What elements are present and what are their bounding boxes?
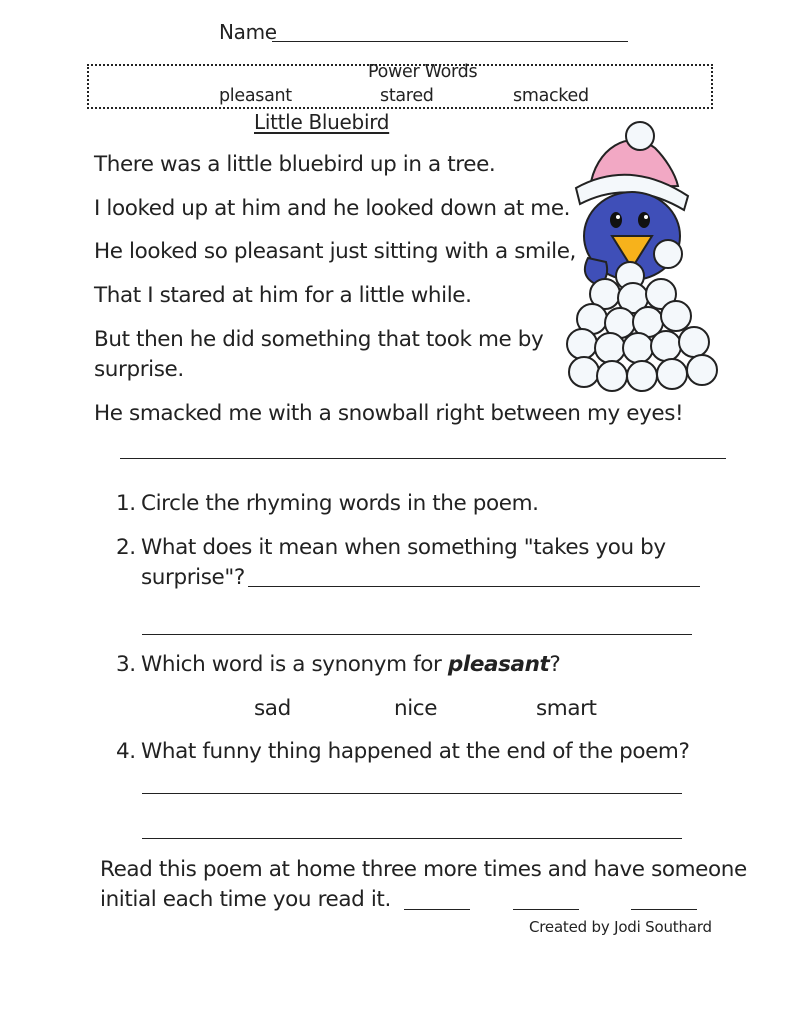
section-divider: [120, 458, 726, 459]
initial-blank-2[interactable]: [513, 909, 579, 910]
poem-line: surprise.: [94, 357, 184, 382]
question-3-emphasis: pleasant: [447, 652, 550, 677]
choice-sad[interactable]: sad: [254, 696, 291, 721]
credit-text: Created by Jodi Southard: [529, 918, 712, 936]
poem-title: Little Bluebird: [254, 110, 390, 134]
power-words-title: Power Words: [368, 62, 478, 82]
initial-blank-1[interactable]: [404, 909, 470, 910]
question-2-number: 2.: [116, 535, 136, 560]
power-word-3: smacked: [513, 86, 589, 106]
initial-blank-3[interactable]: [631, 909, 697, 910]
answer-line[interactable]: [142, 838, 682, 839]
power-word-2: stared: [380, 86, 434, 106]
poem-line: There was a little bluebird up in a tree.: [94, 152, 496, 177]
poem-line: I looked up at him and he looked down at me.: [94, 196, 571, 221]
poem-line: He looked so pleasant just sitting with a smile,: [94, 239, 576, 264]
question-2-text-cont: surprise"?: [141, 565, 245, 590]
answer-line[interactable]: [142, 793, 682, 794]
name-field[interactable]: [272, 41, 628, 42]
instructions-line-1: Read this poem at home three more times and have someone: [100, 857, 747, 882]
question-2-text: What does it mean when something "takes you by: [141, 535, 666, 560]
poem-line: He smacked me with a snowball right between my eyes!: [94, 401, 684, 426]
question-3-stem: Which word is a synonym for: [141, 652, 442, 677]
instructions-line-2: initial each time you read it.: [100, 887, 391, 912]
question-4-text: What funny thing happened at the end of the poem?: [141, 739, 690, 764]
choice-smart[interactable]: smart: [536, 696, 597, 721]
question-1-number: 1.: [116, 491, 136, 516]
answer-line[interactable]: [142, 634, 692, 635]
question-3-number: 3.: [116, 652, 136, 677]
question-4-number: 4.: [116, 739, 136, 764]
name-label: Name: [219, 20, 277, 44]
power-word-1: pleasant: [219, 86, 292, 106]
answer-line[interactable]: [248, 586, 700, 587]
question-1-text: Circle the rhyming words in the poem.: [141, 491, 539, 516]
poem-line: That I stared at him for a little while.: [94, 283, 472, 308]
question-3-end: ?: [549, 652, 561, 677]
bluebird-with-snowballs-icon: [560, 118, 730, 404]
poem-line: But then he did something that took me by: [94, 327, 544, 352]
choice-nice[interactable]: nice: [394, 696, 438, 721]
question-3-text: [141, 652, 560, 677]
